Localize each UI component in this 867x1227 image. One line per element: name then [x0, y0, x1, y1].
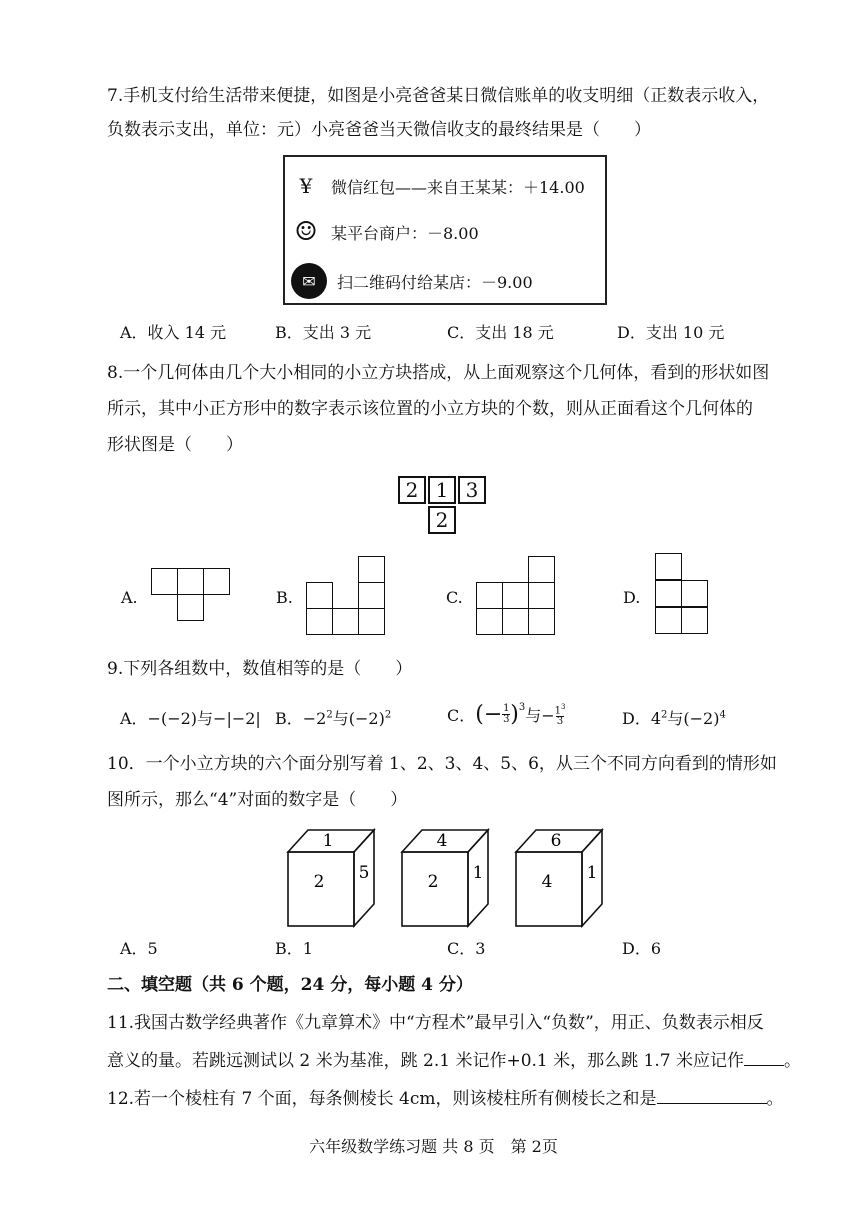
q8-label-b: B.: [276, 588, 293, 607]
frac-den: 3: [556, 716, 564, 728]
q9-c-label: C．: [447, 706, 476, 726]
cube-square: [332, 608, 359, 635]
cube-square: [203, 568, 230, 595]
q9-option-c: [447, 702, 566, 727]
q9-b-text: 与(−2): [332, 709, 385, 728]
q8-line3: 形状图是（ ）: [107, 435, 243, 455]
q10-option-b: B．1: [275, 939, 313, 958]
grid-cell: 1: [428, 476, 456, 504]
cube-square: [681, 607, 708, 634]
cube-square: [306, 608, 333, 635]
smiley-icon: ☺: [294, 217, 318, 247]
q7-option-a: A．收入 14 元: [120, 323, 227, 342]
q9-option-b: [275, 706, 391, 729]
q8-line1: 8.一个几何体由几个大小相同的小立方块搭成，从上面观察这个几何体，看到的形状如图: [107, 363, 770, 383]
q9-stem: 9.下列各组数中，数值相等的是（ ）: [107, 659, 413, 679]
frac-num: 1: [554, 705, 562, 717]
q12-end: 。: [766, 1089, 784, 1109]
q11-text: 意义的量。若跳远测试以 2 米为基准，跳 2.1 米记作+0.1 米，那么跳 1.7 米应记作: [107, 1051, 744, 1071]
grid-cell: 2: [428, 506, 456, 534]
q10-option-a: A．5: [120, 939, 158, 958]
cube-1-side: 5: [358, 863, 370, 883]
q10-option-c: C．3: [447, 939, 486, 958]
grid-cell: 3: [458, 476, 486, 504]
q9-c-paren: (−: [475, 702, 503, 728]
cube-square: [151, 568, 178, 595]
bill-row: [291, 217, 479, 247]
cube-square: [306, 582, 333, 609]
q9-b-exp: 2: [384, 709, 392, 721]
q9-c-text: 与−: [525, 706, 555, 726]
mail-icon: ✉: [291, 263, 327, 299]
cube-3-front: 4: [541, 872, 553, 892]
cube-square: [681, 580, 708, 607]
frac-num: 1: [503, 703, 510, 715]
cube-square: [177, 594, 204, 621]
q10-option-d: D．6: [622, 939, 662, 958]
q11-line2: [107, 1049, 801, 1073]
q7-option-d: D．支出 10 元: [617, 323, 725, 342]
q9-d-exp: 2: [661, 709, 668, 721]
cube-2-top: 4: [436, 831, 448, 851]
cube-square: [358, 608, 385, 635]
q7-line2: 负数表示支出，单位：元）小亮爸爸当天微信收支的最终结果是（ ）: [107, 120, 651, 140]
bill-text: 扫二维码付给某店：－9.00: [337, 272, 533, 292]
cube-square: [177, 568, 204, 595]
q9-d-text: 与(−2): [667, 709, 720, 728]
frac-num-exp: 3: [561, 703, 566, 711]
bill-row: [291, 171, 585, 201]
q8-label-d: D.: [623, 588, 641, 607]
frac-den: 3: [503, 714, 510, 726]
q11-line1: 11.我国古数学经典著作《九章算术》中“方程术”最早引入“负数”，用正、负数表示相反: [107, 1013, 764, 1033]
fraction: [555, 702, 566, 727]
cubes-figure: [280, 826, 620, 930]
cube-3-top: 6: [550, 831, 562, 851]
q7-line1: 7.手机支付给生活带来便捷，如图是小亮爸爸某日微信账单的收支明细（正数表示收入，: [107, 86, 770, 106]
q9-b-text: B．−2: [275, 709, 327, 728]
cube-3-side: 1: [586, 863, 598, 883]
cube-square: [358, 582, 385, 609]
cube-square: [502, 582, 529, 609]
yen-icon: ¥: [299, 174, 313, 198]
q10-line2: 图所示，那么“4”对面的数字是（ ）: [107, 790, 408, 810]
q9-d-exp: 4: [719, 709, 726, 721]
q8-line2: 所示，其中小正方形中的数字表示该位置的小立方块的个数，则从正面看这个几何体的: [107, 399, 753, 419]
cube-square: [358, 556, 385, 583]
cube-1-top: 1: [322, 831, 334, 851]
q8-label-a: A.: [121, 588, 138, 607]
q9-c-paren: ): [510, 702, 519, 728]
cube-2-front: 2: [427, 872, 439, 892]
q12-line: [107, 1087, 784, 1111]
q7-option-c: C．支出 18 元: [447, 323, 554, 342]
q11-end: 。: [784, 1051, 801, 1071]
q7-option-b: B．支出 3 元: [275, 323, 372, 342]
bill-text: 微信红包——来自王某某：＋14.00: [331, 177, 585, 197]
cube-square: [655, 607, 682, 634]
answer-blank[interactable]: [657, 1087, 767, 1104]
grid-cell: 2: [398, 476, 426, 504]
bill-row: [291, 263, 533, 299]
q12-text: 12.若一个棱柱有 7 个面，每条侧棱长 4cm，则该棱柱所有侧棱长之和是: [107, 1089, 657, 1109]
cube-square: [528, 556, 555, 583]
bill-text: 某平台商户：－8.00: [331, 223, 479, 243]
q9-option-a: A．−(−2)与−|−2|: [120, 709, 261, 728]
cube-square: [655, 580, 682, 607]
fraction: [502, 704, 510, 725]
cube-1-front: 2: [313, 872, 325, 892]
cube-square: [528, 582, 555, 609]
page-footer: 六年级数学练习题 共 8 页 第 2页: [309, 1137, 558, 1156]
cube-square: [502, 608, 529, 635]
wechat-bill-box: [283, 155, 607, 305]
cube-square: [476, 608, 503, 635]
cube-square: [476, 582, 503, 609]
cube-square: [528, 608, 555, 635]
cube-square: [655, 553, 682, 580]
cube-2-side: 1: [472, 863, 484, 883]
q9-c-exp: 3: [518, 702, 526, 713]
q9-b-exp: 2: [326, 709, 333, 721]
q10-line1: 10．一个小立方块的六个面分别写着 1、2、3、4、5、6，从三个不同方向看到的情形如: [107, 754, 777, 774]
answer-blank[interactable]: [744, 1049, 784, 1066]
q9-d-text: D．4: [622, 709, 662, 728]
section-heading: 二、填空题（共 6 个题，24 分，每小题 4 分）: [107, 975, 473, 995]
q9-option-d: [622, 706, 726, 729]
q8-label-c: C.: [446, 588, 463, 607]
